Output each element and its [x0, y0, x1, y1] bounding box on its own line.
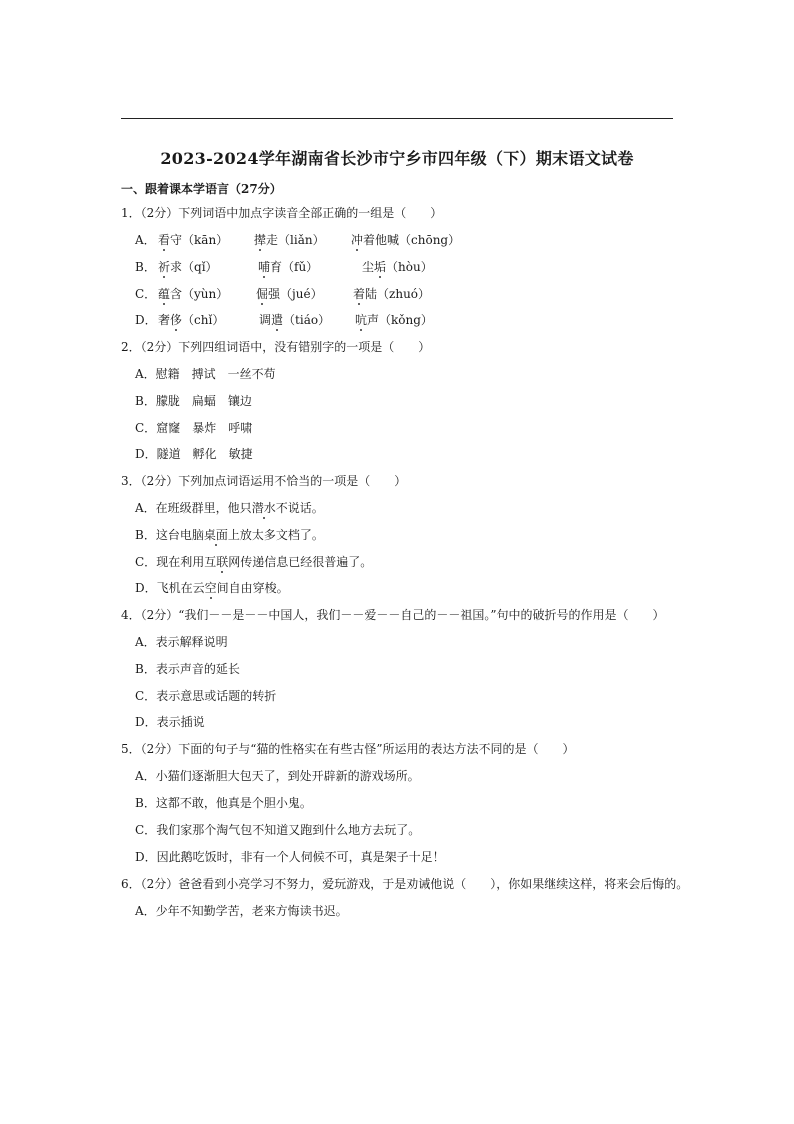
- option-word: 撵走（liǎn）: [254, 233, 325, 247]
- option-letter: D．: [135, 313, 157, 327]
- q4-option-d: D．表示插说: [135, 715, 205, 729]
- question-3-stem: 3．（2分）下列加点词语运用不恰当的一项是（ ）: [121, 474, 407, 488]
- q5-option-d: D．因此鹅吃饭时，非有一个人伺候不可，真是架子十足！: [135, 850, 445, 864]
- option-word: 奢侈（chǐ）: [158, 313, 225, 327]
- option-word: 哺育（fǔ）: [258, 260, 319, 274]
- q2-option-b: B．朦胧 扁蝠 镶边: [135, 394, 252, 408]
- option-word: 吭声（kǒng）: [355, 313, 433, 327]
- q5-option-b: B．这都不敢，他真是个胆小鬼。: [135, 796, 312, 810]
- option-word: 祈求（qǐ）: [158, 260, 218, 274]
- question-2-stem: 2．（2分）下列四组词语中，没有错别字的一项是（ ）: [121, 340, 431, 354]
- q6-option-a: A．少年不知勤学苦，老来方悔读书迟。: [135, 904, 348, 918]
- q4-option-c: C．表示意思或话题的转折: [135, 689, 277, 703]
- q5-option-c: C．我们家那个淘气包不知道又跑到什么地方去玩了。: [135, 823, 421, 837]
- q3-option-b: B．这台电脑桌面上放太多文档了。: [135, 528, 324, 542]
- option-word: 尘垢（hòu）: [362, 260, 433, 274]
- q3-option-d: D．飞机在云空间自由穿梭。: [135, 581, 289, 595]
- question-5-stem: 5．（2分）下面的句子与“猫的性格实在有些古怪”所运用的表达方法不同的是（ ）: [121, 742, 575, 756]
- section-heading: 一、跟着课本学语言（27分）: [121, 182, 282, 196]
- option-word: 蕴含（yùn）: [158, 287, 229, 301]
- question-4-stem: 4．（2分）“我们－－是－－中国人，我们－－爱－－自己的－－祖国。”句中的破折号的作用是（ ）: [121, 608, 665, 622]
- q3-option-a: A．在班级群里，他只潜水不说话。: [135, 501, 324, 515]
- option-letter: B．: [135, 260, 156, 274]
- q2-option-d: D．隧道 孵化 敏捷: [135, 447, 253, 461]
- option-word: 冲着他喊（chōng）: [351, 233, 461, 247]
- option-word: 调遣（tiáo）: [259, 313, 331, 327]
- q4-option-a: A．表示解释说明: [135, 635, 228, 649]
- top-rule: [121, 118, 673, 119]
- page-title: 2023-2024学年湖南省长沙市宁乡市四年级（下）期末语文试卷: [160, 149, 634, 168]
- option-letter: A．: [135, 233, 156, 247]
- q3-option-c: C．现在利用互联网传递信息已经很普遍了。: [135, 555, 373, 569]
- option-letter: C．: [135, 287, 157, 301]
- option-word: 着陆（zhuó）: [353, 287, 431, 301]
- q2-option-c: C．窟窿 暴炸 呼啸: [135, 421, 253, 435]
- q4-option-b: B．表示声音的延长: [135, 662, 240, 676]
- question-1-stem: 1．（2分）下列词语中加点字读音全部正确的一组是（ ）: [121, 206, 443, 220]
- question-6-stem: 6．（2分）爸爸看到小亮学习不努力，爱玩游戏，于是劝诫他说（ ），你如果继续这样，将来会后悔的。: [121, 877, 689, 891]
- q2-option-a: A．慰籍 搏试 一丝不苟: [135, 367, 276, 381]
- option-word: 倔强（jué）: [256, 287, 323, 301]
- q5-option-a: A．小猫们逐渐胆大包天了，到处开辟新的游戏场所。: [135, 769, 420, 783]
- option-word: 看守（kān）: [158, 233, 229, 247]
